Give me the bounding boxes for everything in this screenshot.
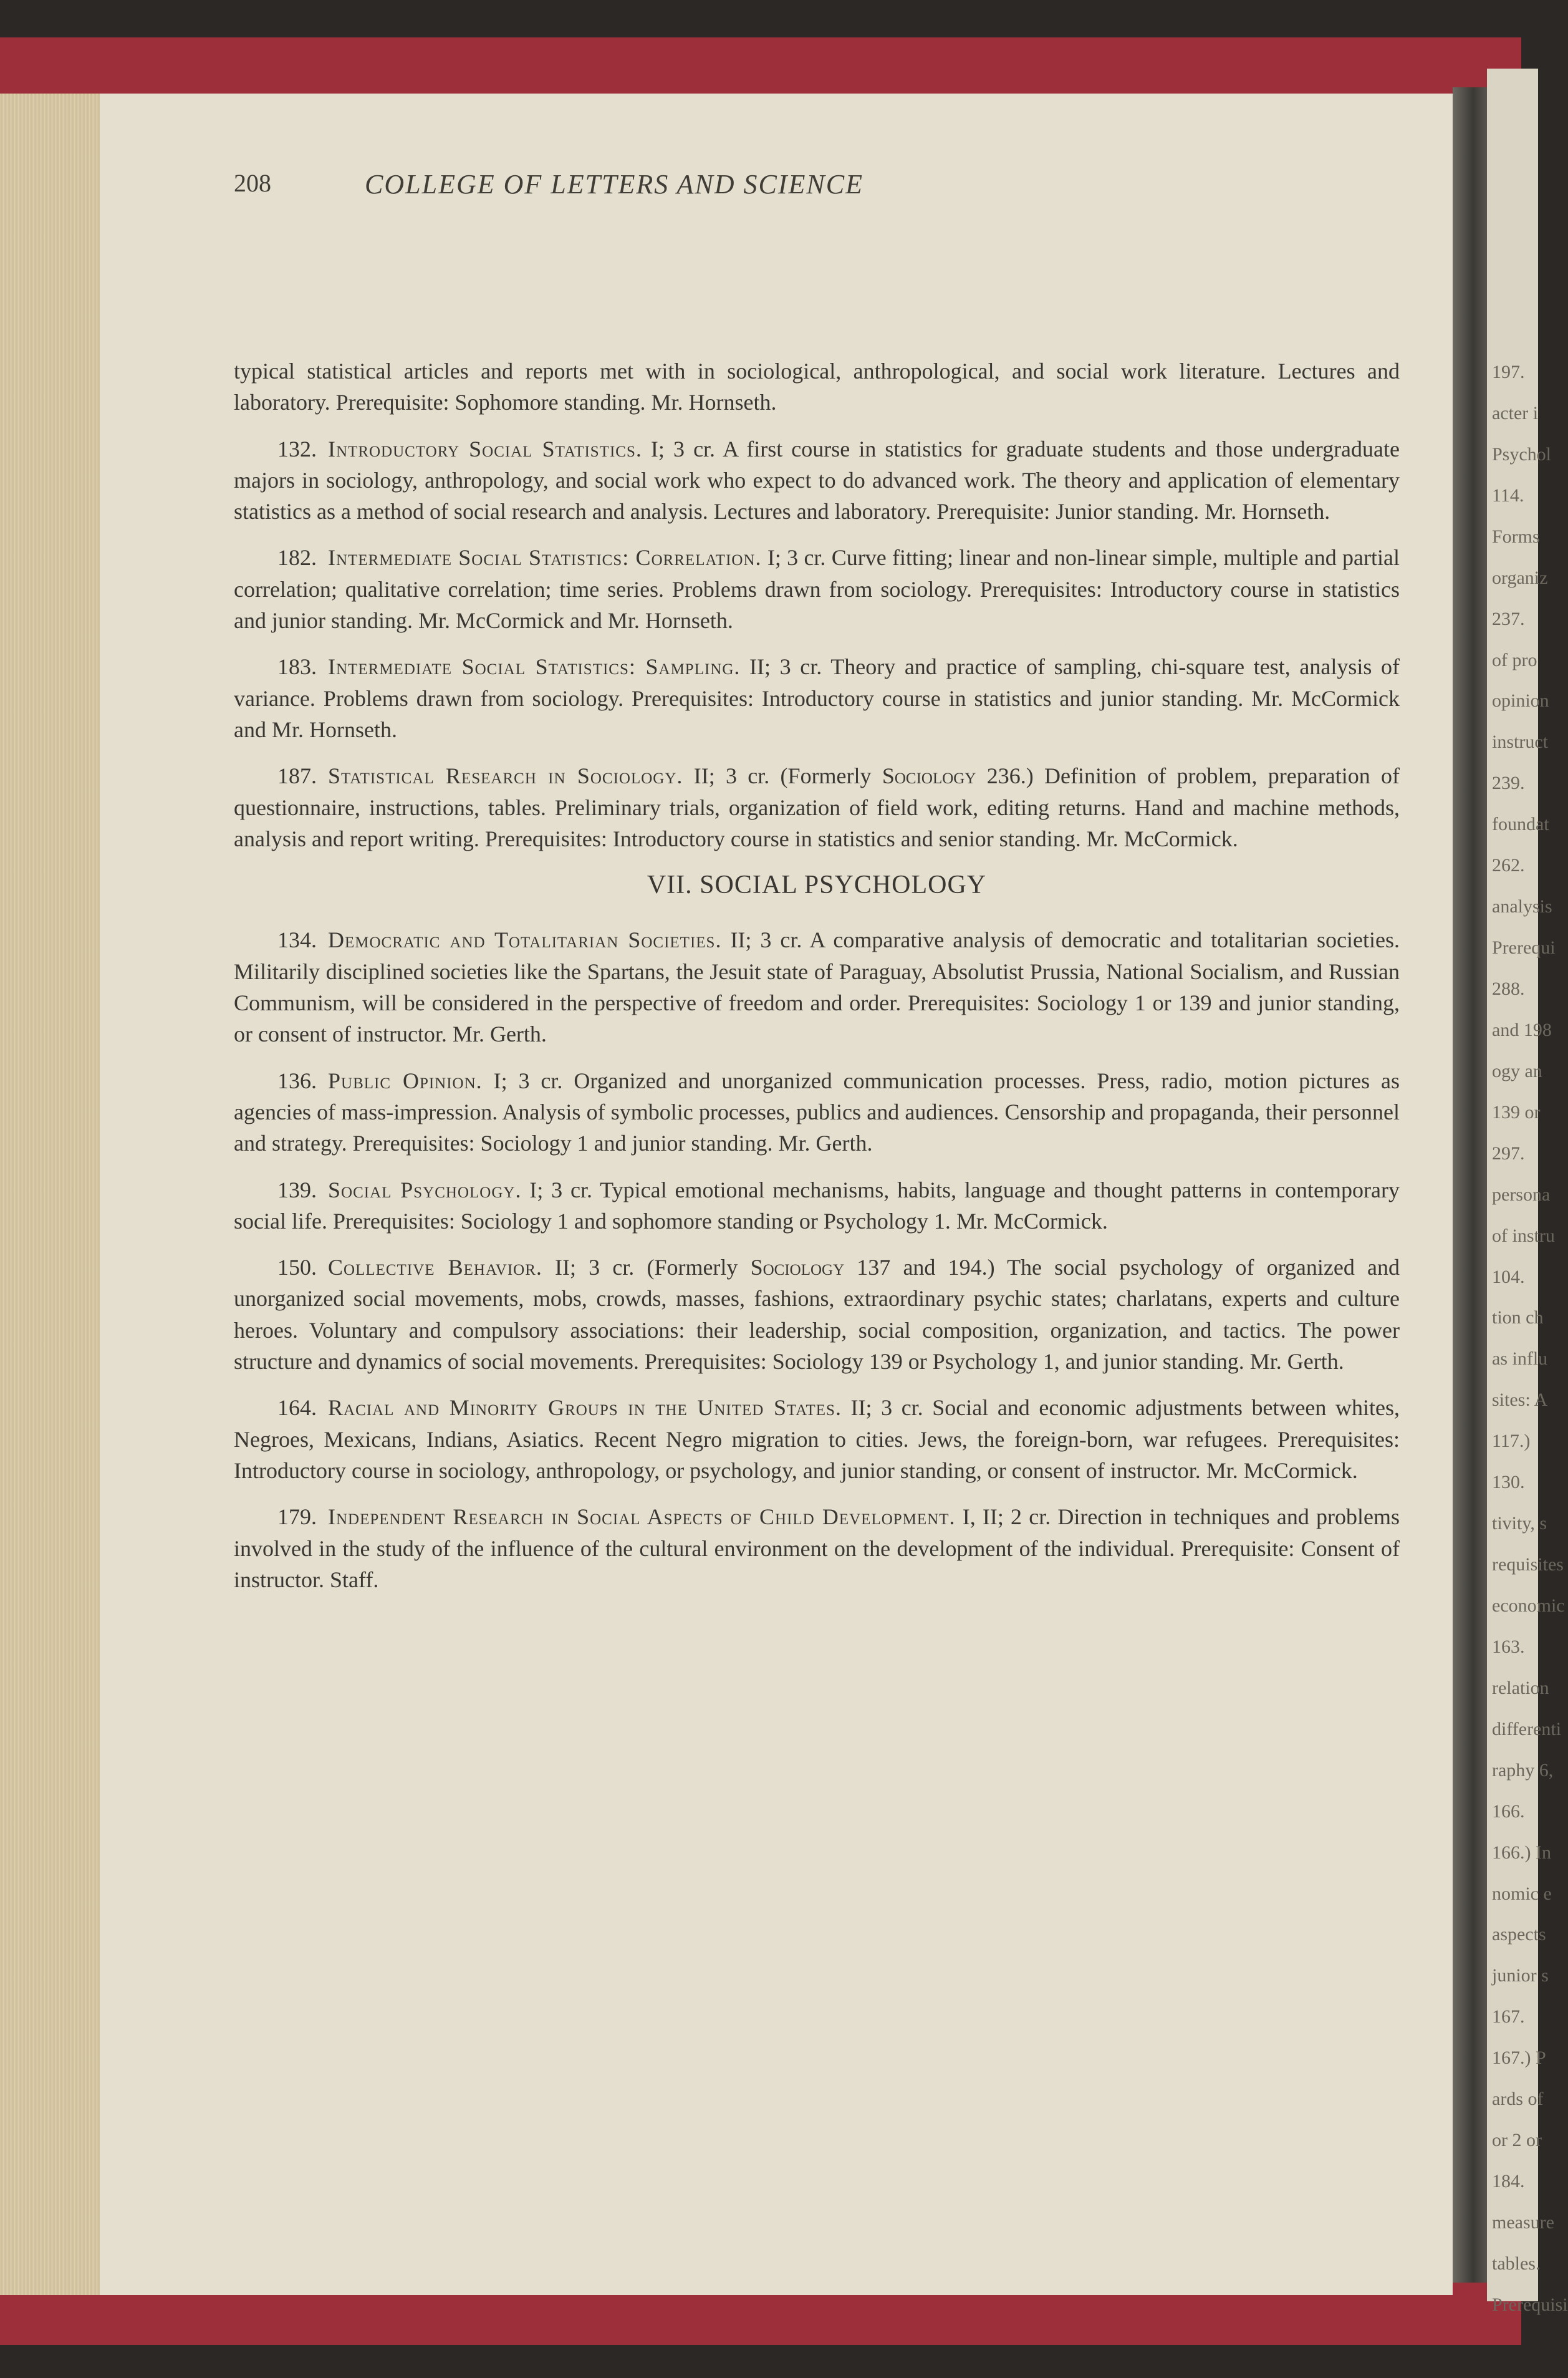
next-page-fragment: differenti bbox=[1492, 1718, 1562, 1739]
course-title: Statistical Research in Sociology. bbox=[328, 763, 683, 789]
next-page-fragment: Prerequi bbox=[1492, 937, 1556, 959]
next-page-fragment: 139 or bbox=[1492, 1101, 1541, 1123]
course-title: Intermediate Social Statistics: Sampling. bbox=[328, 654, 741, 680]
next-page-fragment: junior s bbox=[1492, 1965, 1549, 1986]
course-title: Democratic and Totalitarian Societies. bbox=[328, 927, 722, 953]
course-136 bbox=[234, 1065, 1400, 1159]
next-page-fragment: 197. bbox=[1492, 362, 1525, 382]
next-page-sliver bbox=[1487, 69, 1568, 2315]
course-description: II; 3 cr. (Formerly bbox=[542, 1255, 751, 1280]
next-page-fragment: Psychol bbox=[1492, 443, 1552, 465]
next-page-fragment: tables. bbox=[1492, 2253, 1541, 2274]
course-number: 134. bbox=[277, 927, 317, 953]
next-page-fragment: 288. bbox=[1492, 979, 1525, 999]
next-page-fragment: tivity, s bbox=[1492, 1513, 1547, 1534]
running-head: COLLEGE OF LETTERS AND SCIENCE bbox=[365, 169, 863, 200]
intro-paragraph: typical statistical articles and reports met with in sociological, anthropological, and social work literature. Lectures and laboratory. Prerequisite: Sophomore standing. Mr. Hornseth. bbox=[234, 359, 1400, 415]
course-title: Social Psychology. bbox=[328, 1177, 522, 1202]
course-150 bbox=[234, 1252, 1400, 1377]
next-page-fragment: 166. bbox=[1492, 1800, 1525, 1822]
course-description: I; 3 cr. Curve fitting; linear and non-linear simple, multiple and partial correlation; qualitative correlation; time series. Problems drawn from sociology. Prerequisites: Introductory course in statistics and junior standing. Mr. McCormick and Mr. Hornseth. bbox=[234, 545, 1400, 634]
next-page-fragment: 239. bbox=[1492, 773, 1525, 794]
next-page-fragment: 184. bbox=[1492, 2171, 1525, 2192]
next-page-fragment: 166.) In bbox=[1492, 1842, 1551, 1863]
course-description: II; 3 cr. A comparative analysis of democratic and totalitarian societies. Militarily disciplined societies like the Spartans, the Jesuit state of Paraguay, Absolutist Prussia, National Socialism, and Russian Communism, will be considered in the perspective of freedom and order. Prerequisites: Sociology 1 or 139 and junior standing, or consent of instructor. Mr. Gerth. bbox=[234, 927, 1400, 1047]
next-page-fragment: Forms bbox=[1492, 526, 1540, 547]
next-page-fragment: of instru bbox=[1492, 1225, 1555, 1246]
course-number: 136. bbox=[277, 1068, 317, 1093]
next-page-fragment: requisites bbox=[1492, 1554, 1564, 1575]
next-page-fragment: 297. bbox=[1492, 1143, 1525, 1164]
course-132 bbox=[234, 433, 1400, 528]
course-139 bbox=[234, 1174, 1400, 1237]
page-number: 208 bbox=[234, 169, 271, 197]
course-reference: Sociology bbox=[750, 1255, 845, 1280]
next-page-fragment: 167.) P bbox=[1492, 2047, 1546, 2069]
book-gutter bbox=[1453, 87, 1487, 2283]
course-title: Public Opinion. bbox=[328, 1068, 483, 1093]
next-page-fragment: 114. bbox=[1492, 485, 1524, 506]
course-description: I, II; 2 cr. Direction in techniques and problems involved in the study of the influence of the cultural environment on the development of the individual. Prerequisite: Consent of instructor. Staff. bbox=[234, 1504, 1400, 1592]
next-page-fragment: persona bbox=[1492, 1184, 1551, 1205]
next-page-fragment: 104. bbox=[1492, 1266, 1525, 1287]
course-number: 164. bbox=[277, 1395, 317, 1421]
course-title: Intermediate Social Statistics: Correlation. bbox=[328, 545, 762, 571]
next-page-fragment: organiz bbox=[1492, 567, 1548, 588]
course-number: 182. bbox=[277, 545, 317, 571]
course-number: 179. bbox=[277, 1504, 317, 1530]
next-page-fragment: and 198 bbox=[1492, 1019, 1552, 1040]
course-description: I; 3 cr. A first course in statistics for graduate students and those undergraduate majors in sociology, anthropology, and social work who expect to do advanced work. The theory and application of elementary statistics as a method of social research and analysis. Lectures and laboratory. Prerequisite: Junior standing. Mr. Hornseth. bbox=[234, 436, 1400, 524]
next-page-fragment: measure bbox=[1492, 2212, 1554, 2233]
course-description: I; 3 cr. Organized and unorganized communication processes. Press, radio, motion pictures as agencies of mass-impression. Analysis of symbolic processes, publics and audiences. Censorship and propaganda, their personnel and strategy. Prerequisites: Sociology 1 and junior standing. Mr. Gerth. bbox=[234, 1068, 1400, 1156]
course-number: 150. bbox=[277, 1255, 317, 1280]
page-body bbox=[234, 355, 1400, 1610]
course-title: Introductory Social Statistics. bbox=[328, 436, 642, 462]
next-page-fragment: analysis bbox=[1492, 896, 1552, 917]
next-page-fragment: as influ bbox=[1492, 1348, 1548, 1370]
course-number: 139. bbox=[277, 1177, 317, 1202]
next-page-fragment: economic bbox=[1492, 1595, 1565, 1616]
course-description: I; 3 cr. Typical emotional mechanisms, habits, language and thought patterns in contemporary social life. Prerequisites: Sociology 1 and sophomore standing or Psychology 1. Mr. McCormick. bbox=[234, 1177, 1400, 1234]
next-page-fragment: ards of bbox=[1492, 2089, 1544, 2110]
course-number: 187. bbox=[277, 763, 317, 789]
next-page-fragment: 117.) bbox=[1492, 1431, 1531, 1452]
next-page-fragment: Prerequisi bbox=[1492, 2294, 1568, 2315]
course-164 bbox=[234, 1392, 1400, 1486]
course-134 bbox=[234, 924, 1400, 1050]
next-page-fragment: relation bbox=[1492, 1677, 1549, 1698]
course-description-cont: 236.) Definition of problem, preparation of questionnaire, instructions, tables. Preliminary trials, organization of field work, editing returns. Hand and machine methods, analysis and report writing. Prerequisites: Introductory course in statistics and senior standing. Mr. McCormick. bbox=[234, 763, 1400, 851]
next-page-fragment: foundat bbox=[1492, 814, 1549, 835]
next-page-fragment: 163. bbox=[1492, 1636, 1525, 1657]
course-number: 132. bbox=[277, 436, 317, 462]
course-description: II; 3 cr. (Formerly bbox=[683, 763, 882, 789]
next-page-fragment: of pro bbox=[1492, 649, 1537, 670]
course-description-cont: 137 and 194.) The social psychology of organized and unorganized social movements, mobs, crowds, masses, fashions, extraordinary psychic states; charlatans, experts and culture heroes. Voluntary and compulsory associations: their leadership, social composition, organization, and tactics. The power structure and dynamics of social movements. Prerequisites: Sociology 139 or Psychology 1, and junior standing. Mr. Gerth. bbox=[234, 1255, 1400, 1375]
next-page-fragment: tion ch bbox=[1492, 1307, 1544, 1328]
section-heading: VII. SOCIAL PSYCHOLOGY bbox=[647, 871, 987, 900]
course-title: Racial and Minority Groups in the United States. bbox=[328, 1395, 842, 1421]
next-page-fragment: nomic e bbox=[1492, 1883, 1552, 1904]
course-number: 183. bbox=[277, 654, 317, 680]
next-page-fragment: 237. bbox=[1492, 608, 1525, 629]
course-title: Collective Behavior. bbox=[328, 1255, 542, 1280]
course-description: II; 3 cr. Theory and practice of sampling, chi-square test, analysis of variance. Problems drawn from sociology. Prerequisites: Introductory course in statistics and junior standing. Mr. McCormick and Mr. Hornseth. bbox=[234, 654, 1400, 742]
next-page-fragment: opinion bbox=[1492, 690, 1549, 712]
next-page-fragment: acter i bbox=[1492, 402, 1539, 423]
next-page-fragment: ogy an bbox=[1492, 1060, 1542, 1081]
course-182 bbox=[234, 542, 1400, 636]
page-header bbox=[134, 168, 1094, 206]
next-page-fragment: sites: A bbox=[1492, 1390, 1548, 1411]
course-179 bbox=[234, 1501, 1400, 1595]
next-page-fragment: or 2 or bbox=[1492, 2130, 1542, 2151]
course-title: Independent Research in Social Aspects of Child Development. bbox=[328, 1504, 956, 1530]
page-edges bbox=[0, 94, 100, 2295]
course-187 bbox=[234, 760, 1400, 854]
next-page-fragment: 167. bbox=[1492, 2006, 1525, 2028]
next-page-fragment: instruct bbox=[1492, 732, 1548, 753]
course-reference: Sociology bbox=[882, 763, 976, 789]
next-page-fragment: raphy 6, bbox=[1492, 1759, 1554, 1781]
next-page-fragment: 130. bbox=[1492, 1472, 1525, 1493]
next-page-fragment: aspects bbox=[1492, 1924, 1546, 1945]
next-page-fragment: 262. bbox=[1492, 855, 1525, 876]
course-description: II; 3 cr. Social and economic adjustments between whites, Negroes, Mexicans, Indians, Asiatics. Recent Negro migration to cities. Jews, the foreign-born, war refugees. Prerequisites: Introductory course in sociology, anthropology, or psychology, and junior standing, or consent of instructor. Mr. McCormick. bbox=[234, 1395, 1400, 1483]
course-183 bbox=[234, 651, 1400, 745]
